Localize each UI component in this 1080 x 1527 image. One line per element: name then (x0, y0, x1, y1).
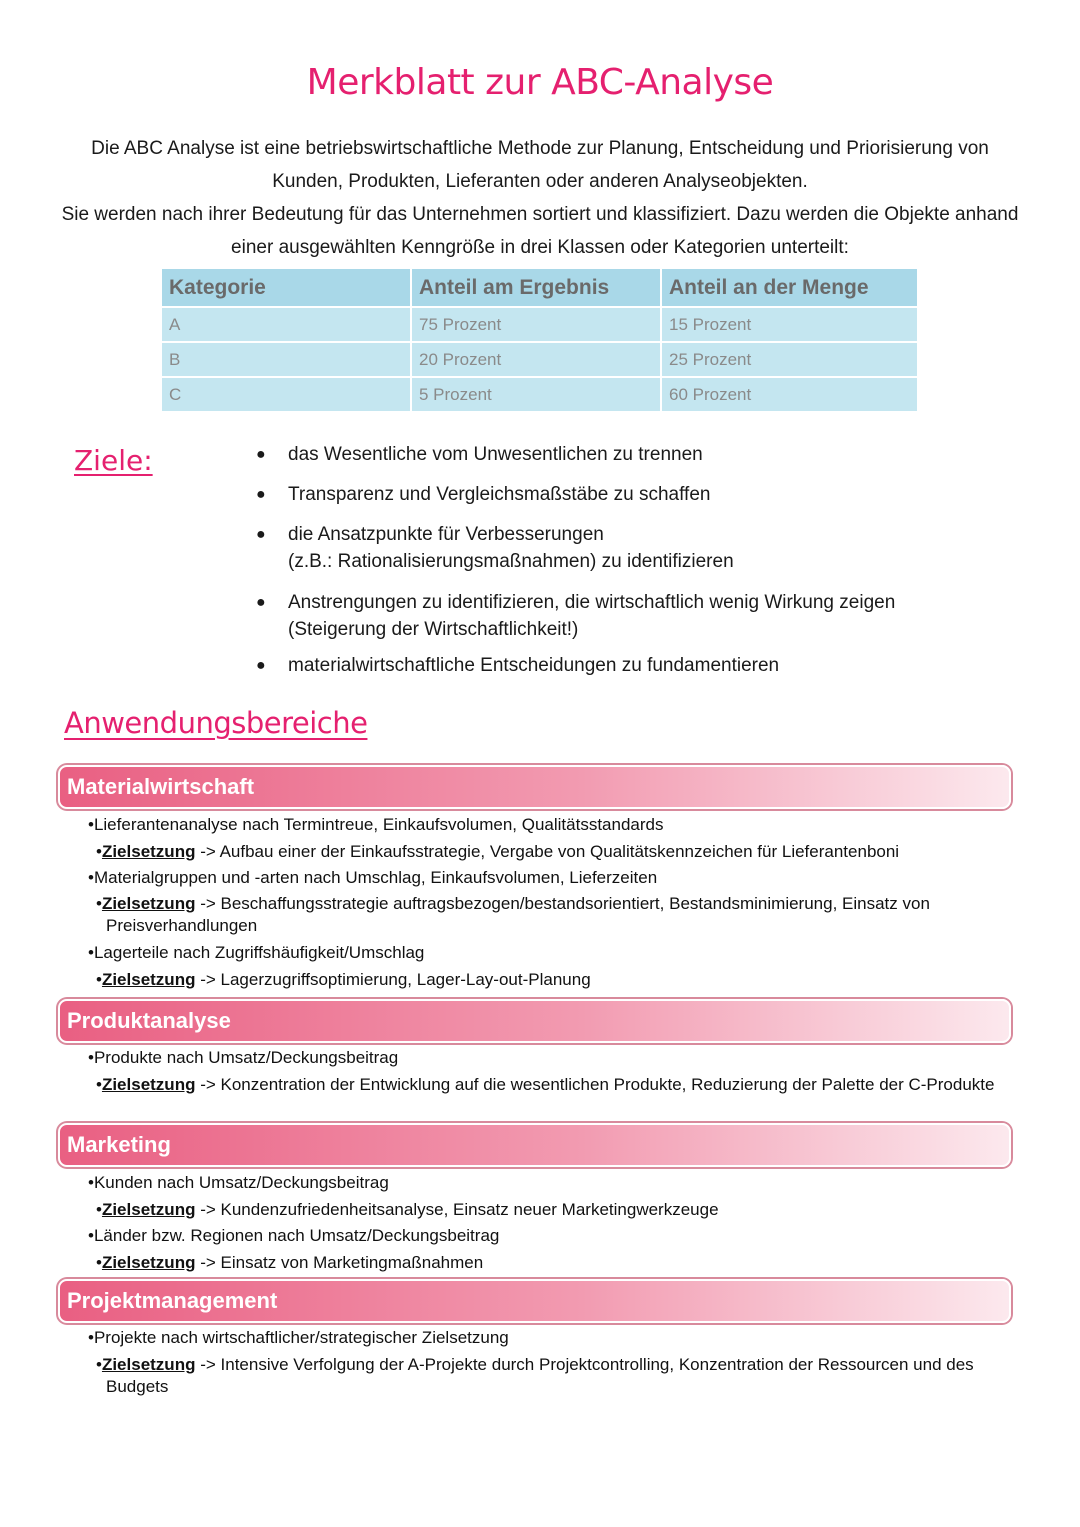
intro-text (60, 132, 1020, 264)
table-cell: 60 Prozent (662, 378, 919, 413)
goal-item (256, 652, 780, 679)
goal-text: (z.B.: Rationalisierungsmaßnahmen) zu identifizieren (288, 551, 734, 572)
goal-text: die Ansatzpunkte für Verbesserungen (288, 524, 604, 545)
list-item: •Zielsetzung -> Konzentration der Entwicklung auf die wesentlichen Produkte, Reduzierung der Palette der C-Produkte (96, 1075, 995, 1094)
table-cell: B (162, 343, 412, 378)
section-bar-title: Marketing (67, 1132, 171, 1157)
bullet-icon: ● (256, 526, 266, 543)
list-item: •Produkte nach Umsatz/Deckungsbeitrag (88, 1048, 399, 1067)
list-item: •Zielsetzung -> Lagerzugriffsoptimierung, Lager-Lay-out-Planung (96, 970, 591, 989)
table-cell: 75 Prozent (412, 308, 662, 343)
list-item: •Kunden nach Umsatz/Deckungsbeitrag (88, 1173, 389, 1192)
list-item: •Zielsetzung -> Aufbau einer der Einkaufsstrategie, Vergabe von Qualitätskennzeichen für Lieferantenboni (96, 842, 900, 861)
list-item: •Lagerteile nach Zugriffshäufigkeit/Umschlag (88, 943, 425, 962)
intro-paragraph: Die ABC Analyse ist eine betriebswirtschaftliche Methode zur Planung, Entscheidung und Priorisierung von Kunden, Produkten, Lieferanten oder anderen Analyseobjekten. (91, 138, 989, 192)
goal-item (256, 521, 734, 575)
table-cell: 20 Prozent (412, 343, 662, 378)
goal-text: Anstrengungen zu identifizieren, die wirtschaftlich wenig Wirkung zeigen (288, 592, 896, 613)
table-cell: 5 Prozent (412, 378, 662, 413)
section-bar-title: Materialwirtschaft (67, 774, 255, 799)
table-header-row (162, 269, 919, 308)
goal-text: materialwirtschaftliche Entscheidungen zu fundamentieren (288, 655, 780, 676)
goal-text: (Steigerung der Wirtschaftlichkeit!) (288, 619, 579, 640)
list-item: •Zielsetzung -> Intensive Verfolgung der A-Projekte durch Projektcontrolling, Konzentration der Ressourcen und des Budgets (96, 1355, 974, 1396)
goal-text: das Wesentliche vom Unwesentlichen zu trennen (288, 444, 703, 465)
table-header: Kategorie (162, 269, 412, 308)
page-title: Merkblatt zur ABC-Analyse (306, 62, 774, 103)
bullet-icon: ● (256, 594, 266, 611)
section-bar-title: Projektmanagement (67, 1288, 278, 1313)
table-cell: 15 Prozent (662, 308, 919, 343)
intro-paragraph: Sie werden nach ihrer Bedeutung für das Unternehmen sortiert und klassifiziert. Dazu werden die Objekte anhand einer ausgewählten Kenngröße in drei Klassen oder Kategorien unterteilt: (61, 204, 1019, 258)
table-header: Anteil am Ergebnis (412, 269, 662, 308)
section-heading: Anwendungsbereiche (64, 706, 368, 740)
list-item: •Materialgruppen und -arten nach Umschlag, Einkaufsvolumen, Lieferzeiten (88, 868, 658, 887)
bullet-icon: ● (256, 657, 266, 674)
table-cell: A (162, 308, 412, 343)
list-item: •Lieferantenanalyse nach Termintreue, Einkaufsvolumen, Qualitätsstandards (88, 815, 664, 834)
table-row (162, 378, 919, 413)
goal-text: Transparenz und Vergleichsmaßstäbe zu schaffen (288, 484, 711, 505)
section-bar-projektmanagement (58, 1279, 1011, 1323)
bullet-icon: ● (256, 486, 266, 503)
list-item: •Zielsetzung -> Einsatz von Marketingmaßnahmen (96, 1253, 484, 1272)
list-item: •Zielsetzung -> Kundenzufriedenheitsanalyse, Einsatz neuer Marketingwerkzeuge (96, 1200, 719, 1219)
list-item: •Länder bzw. Regionen nach Umsatz/Deckungsbeitrag (88, 1226, 500, 1245)
section-bar-materialwirtschaft (58, 765, 1011, 809)
table-header: Anteil an der Menge (662, 269, 919, 308)
section-bar-title: Produktanalyse (67, 1008, 231, 1033)
table-row (162, 343, 919, 378)
list-item: •Projekte nach wirtschaftlicher/strategischer Zielsetzung (88, 1328, 509, 1347)
table-cell: C (162, 378, 412, 413)
section-bar-produktanalyse (58, 999, 1011, 1043)
ziele-label: Ziele: (74, 444, 153, 477)
table-row (162, 308, 919, 343)
goal-item (256, 589, 896, 643)
abc-table (162, 269, 919, 413)
goal-item (256, 481, 711, 508)
table-cell: 25 Prozent (662, 343, 919, 378)
section-bar-marketing (58, 1123, 1011, 1167)
list-item: •Zielsetzung -> Beschaffungsstrategie auftragsbezogen/bestandsorientiert, Bestandsminimierung, Einsatz von Preisverhandlungen (96, 894, 930, 935)
goal-item (256, 441, 703, 468)
bullet-icon: ● (256, 446, 266, 463)
